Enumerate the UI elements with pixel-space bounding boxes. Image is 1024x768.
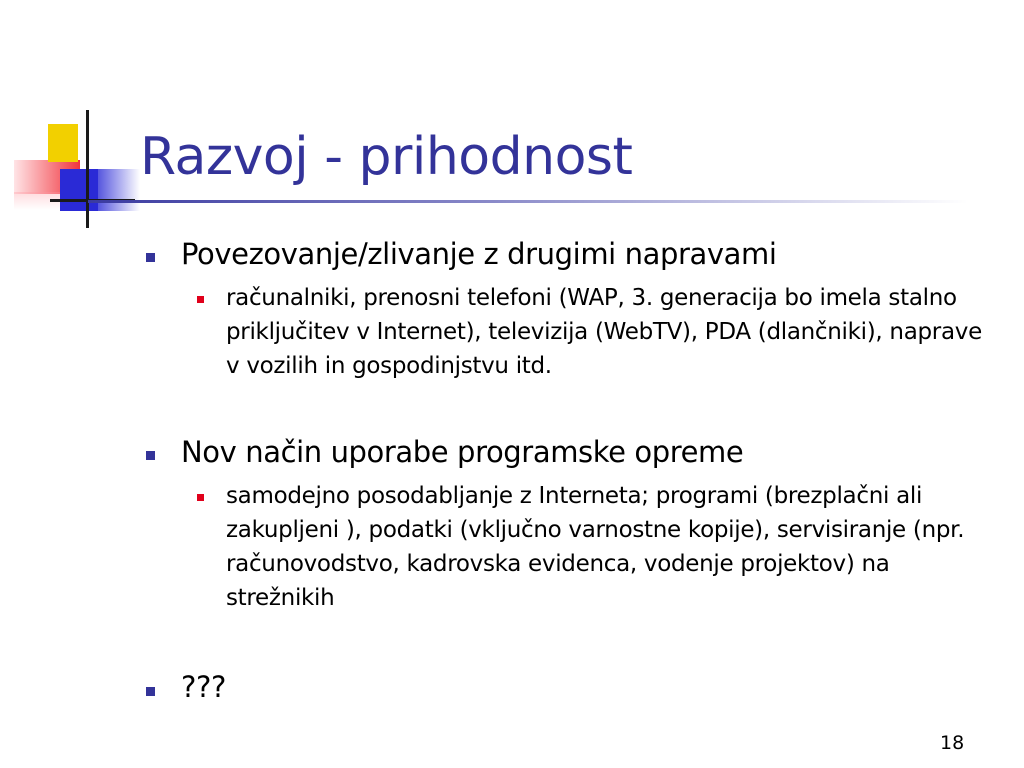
slide-title: Razvoj - prihodnost bbox=[140, 127, 633, 187]
bullet-marker bbox=[146, 253, 155, 262]
logo-yellow-square bbox=[48, 124, 78, 162]
sub-bullet-text: računalniki, prenosni telefoni (WAP, 3. generacija bo imela stalno priključitev v Internet), televizija (WebTV), PDA (dlančniki), naprave v vozilih in gospodinjstvu itd. bbox=[226, 285, 982, 379]
title-underline bbox=[88, 200, 968, 203]
sub-bullet-marker bbox=[197, 494, 204, 501]
bullet-text: Povezovanje/zlivanje z drugimi napravami bbox=[181, 237, 777, 271]
page-number: 18 bbox=[940, 732, 965, 754]
logo-blue-square bbox=[60, 169, 98, 211]
logo-vertical-line bbox=[86, 110, 89, 228]
bullet-marker bbox=[146, 687, 155, 696]
sub-bullet-text: samodejno posodabljanje z Interneta; programi (brezplačni ali zakupljeni ), podatki (vključno varnostne kopije), servisiranje (npr. računovodstvo, kadrovska evidenca, vodenje projektov) na strežnikih bbox=[226, 483, 965, 611]
bullet-marker bbox=[146, 451, 155, 460]
bullet-text: ??? bbox=[181, 670, 226, 704]
logo-blue-fade bbox=[95, 169, 140, 211]
sub-bullet-marker bbox=[197, 296, 204, 303]
bullet-text: Nov način uporabe programske opreme bbox=[181, 435, 744, 469]
